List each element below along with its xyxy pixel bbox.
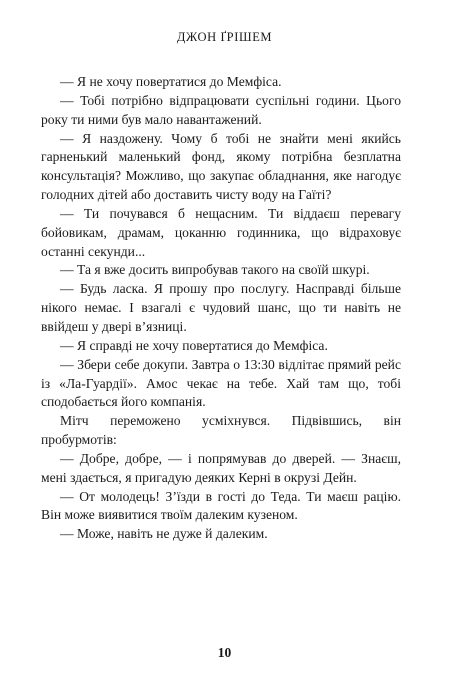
paragraph: — Збери себе докупи. Завтра о 13:30 відлітає прямий рейс із «Ла-Гуардії». Амос чекає на тебе. Хай там що, тобі сподобається його компанія. [41, 356, 401, 410]
paragraph: — От молодець! З’їзди в гості до Теда. Ти маєш рацію. Він може виявитися твоїм далеким кузеном. [41, 488, 401, 523]
paragraph: — Та я вже досить випробував такого на своїй шкурі. [60, 262, 370, 278]
paragraph: — Будь ласка. Я прошу про послугу. Насправді більше нікого немає. І взагалі є чудовий шанс, що ти навіть не ввійдеш у двері в’язниці. [41, 281, 401, 334]
paragraph: Мітч переможено усміхнувся. Підвівшись, він пробурмотів: [41, 413, 401, 448]
paragraph: — Я справді не хочу повертатися до Мемфіса. [60, 337, 328, 353]
page-number: 10 [217, 645, 232, 660]
running-head: ДЖОН ҐРІШЕМ [176, 30, 273, 44]
paragraph: — Може, навіть не дуже й далеким. [60, 526, 268, 542]
paragraph: — Добре, добре, — і попрямував до дверей. — Знаєш, мені здається, я пригадую деяких Керні в окрузі Дейн. [41, 450, 401, 485]
paragraph: — Я наздожену. Чому б тобі не знайти мені якийсь гарненький маленький фонд, якому потрібна безплатна консультація? Можливо, що закупає обладнання, яке нагодує голодних дітей або доставить чисту воду на Гаїті? [41, 130, 401, 203]
paragraph: — Я не хочу повертатися до Мемфіса. [60, 74, 282, 89]
paragraph: — Тобі потрібно відпрацювати суспільні години. Цього року ти ними був мало навантажений. [41, 92, 401, 127]
body-text [41, 73, 401, 544]
paragraph: — Ти почувався б нещасним. Ти віддаєш перевагу бойовикам, драмам, цоканню годинника, що відраховує останні секунди... [41, 205, 401, 259]
